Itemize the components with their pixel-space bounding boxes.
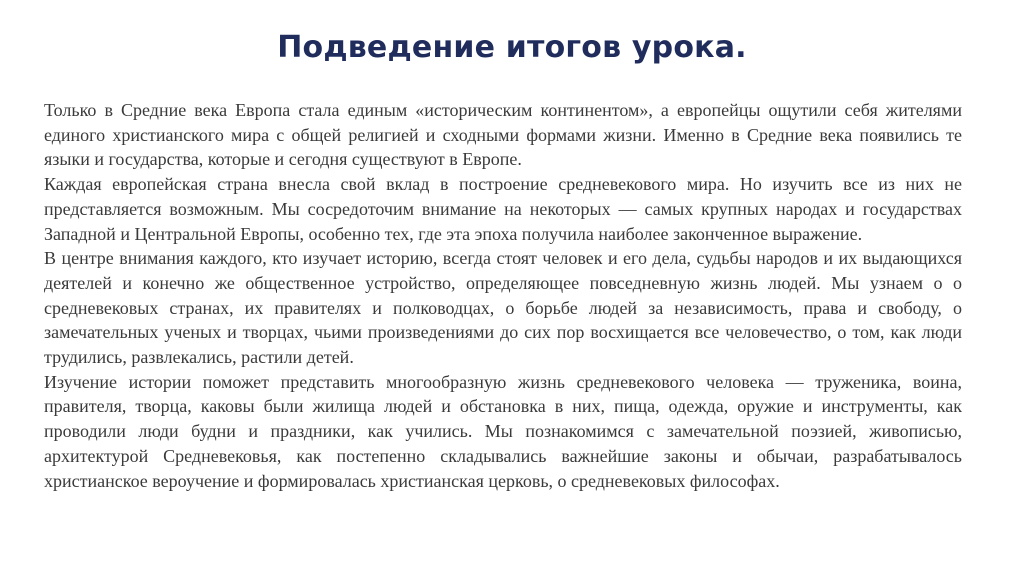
slide-body	[44, 98, 962, 493]
paragraph-2: Каждая европейская страна внесла свой вклад в построение средневекового мира. Но изучить все из них не представляется возможным. Мы сосредоточим внимание на некоторых — самых крупных народах и государствах Западной и Центральной Европы, особенно тех, где эта эпоха получила наиболее законченное выражение.	[44, 174, 962, 244]
slide-title: Подведение итогов урока.	[277, 30, 747, 65]
paragraph-4: Изучение истории поможет представить многообразную жизнь средневекового человека — труженика, воина, правителя, творца, каковы были жилища людей и обстановка в них, пища, одежда, оружие и инструменты, как проводили люди будни и праздники, как учились. Мы познакомимся с замечательной поэзией, живописью, архитектурой Средневековья, как постепенно складывались важнейшие законы и обычаи, разрабатывалось христианское вероучение и формировалась христианская церковь, о средневековых философах.	[44, 371, 962, 491]
paragraph-1: Только в Средние века Европа стала единым «историческим континентом», а европейцы ощутили себя жителями единого христианского мира с общей религией и сходными формами жизни. Именно в Средние века появились те языки и государства, которые и сегодня существуют в Европе.	[44, 100, 962, 170]
paragraph-3: В центре внимания каждого, кто изучает историю, всегда стоят человек и его дела, судьбы народов и их выдающихся деятелей и конечно же общественное устройство, определяющее повседневную жизнь людей. Мы узнаем о о средневековых странах, их правителях и полководцах, о борьбе людей за независимость, права и свободу, о замечательных ученых и творцах, чьими произведениями до сих пор восхищается все человечество, о том, как люди трудились, развлекались, растили детей.	[44, 248, 962, 368]
